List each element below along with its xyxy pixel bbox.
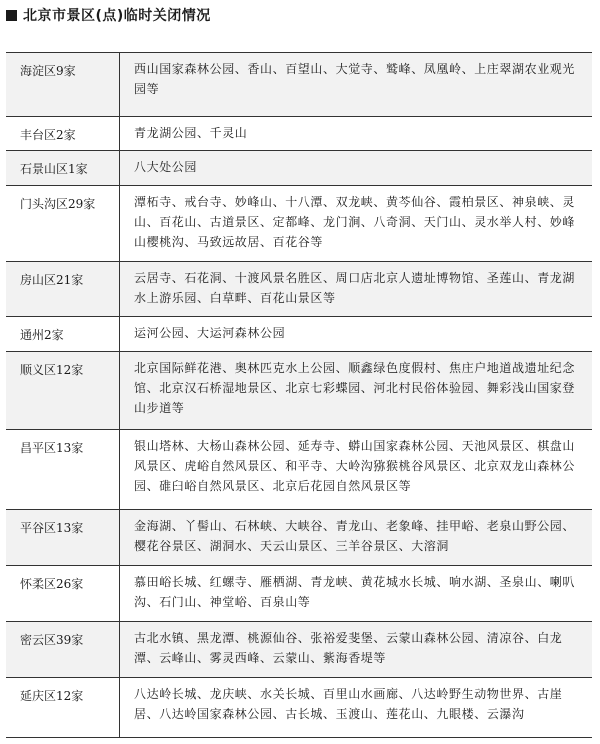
district-cell: 海淀区9家 — [6, 53, 120, 116]
sites-cell: 云居寺、石花洞、十渡风景名胜区、周口店北京人遗址博物馆、圣莲山、青龙湖水上游乐园、白草畔、百花山景区等 — [134, 271, 576, 305]
sites-cell: 八大处公园 — [134, 160, 198, 174]
table-row — [6, 678, 592, 738]
district-cell: 延庆区12家 — [6, 678, 120, 737]
sites-cell: 八达岭长城、龙庆峡、水关长城、百里山水画廊、八达岭野生动物世界、古崖居、八达岭国家森林公园、古长城、玉渡山、莲花山、九眼楼、云瀑沟 — [134, 687, 563, 721]
district-cell: 通州2家 — [6, 317, 120, 351]
table-row — [6, 510, 592, 566]
table-row — [6, 317, 592, 352]
table-row — [6, 53, 592, 117]
table-title-bar — [6, 4, 211, 26]
table-row — [6, 622, 592, 678]
table-row — [6, 186, 592, 262]
district-cell: 石景山区1家 — [6, 151, 120, 185]
sites-cell: 青龙湖公园、千灵山 — [134, 126, 248, 140]
table-title: 北京市景区(点)临时关闭情况 — [23, 8, 211, 24]
district-cell: 顺义区12家 — [6, 352, 120, 429]
district-cell: 密云区39家 — [6, 622, 120, 677]
sites-cell: 西山国家森林公园、香山、百望山、大觉寺、鹫峰、凤凰岭、上庄翠湖农业观光园等 — [134, 62, 576, 96]
sites-cell: 金海湖、丫髻山、石林峡、大峡谷、青龙山、老象峰、挂甲峪、老泉山野公园、樱花谷景区、湖洞水、天云山景区、三羊谷景区、大溶洞 — [134, 519, 576, 553]
sites-cell: 潭柘寺、戒台寺、妙峰山、十八潭、双龙峡、黄芩仙谷、霞柏景区、神泉峡、灵山、百花山、古道景区、定都峰、龙门涧、八奇洞、天门山、灵水举人村、妙峰山樱桃沟、马致远故居、百花谷等 — [134, 195, 576, 249]
district-cell: 昌平区13家 — [6, 430, 120, 509]
sites-cell: 古北水镇、黑龙潭、桃源仙谷、张裕爱斐堡、云蒙山森林公园、清凉谷、白龙潭、云峰山、雾灵西峰、云蒙山、紫海香堤等 — [134, 631, 563, 665]
sites-cell: 运河公园、大运河森林公园 — [134, 326, 286, 340]
table-row — [6, 430, 592, 510]
closures-table — [6, 52, 592, 738]
sites-cell: 银山塔林、大杨山森林公园、延寿寺、蟒山国家森林公园、天池风景区、棋盘山风景区、虎峪自然风景区、和平寺、大岭沟猕猴桃谷风景区、北京双龙山森林公园、碓臼峪自然风景区、北京后花园自然风景区等 — [134, 439, 576, 493]
table-row — [6, 352, 592, 430]
sites-cell: 慕田峪长城、红螺寺、雁栖湖、青龙峡、黄花城水长城、响水湖、圣泉山、喇叭沟、石门山、神堂峪、百泉山等 — [134, 575, 576, 609]
table-row — [6, 566, 592, 622]
table-row — [6, 262, 592, 317]
table-row — [6, 151, 592, 186]
sites-cell: 北京国际鲜花港、奥林匹克水上公园、顺鑫绿色度假村、焦庄户地道战遗址纪念馆、北京汉石桥湿地景区、北京七彩蝶园、河北村民俗体验园、舞彩浅山国家登山步道等 — [134, 361, 576, 415]
district-cell: 怀柔区26家 — [6, 566, 120, 621]
district-cell: 房山区21家 — [6, 262, 120, 316]
district-cell: 平谷区13家 — [6, 510, 120, 565]
district-cell: 丰台区2家 — [6, 117, 120, 150]
district-cell: 门头沟区29家 — [6, 186, 120, 261]
table-row — [6, 117, 592, 151]
black-square-icon — [6, 10, 17, 21]
